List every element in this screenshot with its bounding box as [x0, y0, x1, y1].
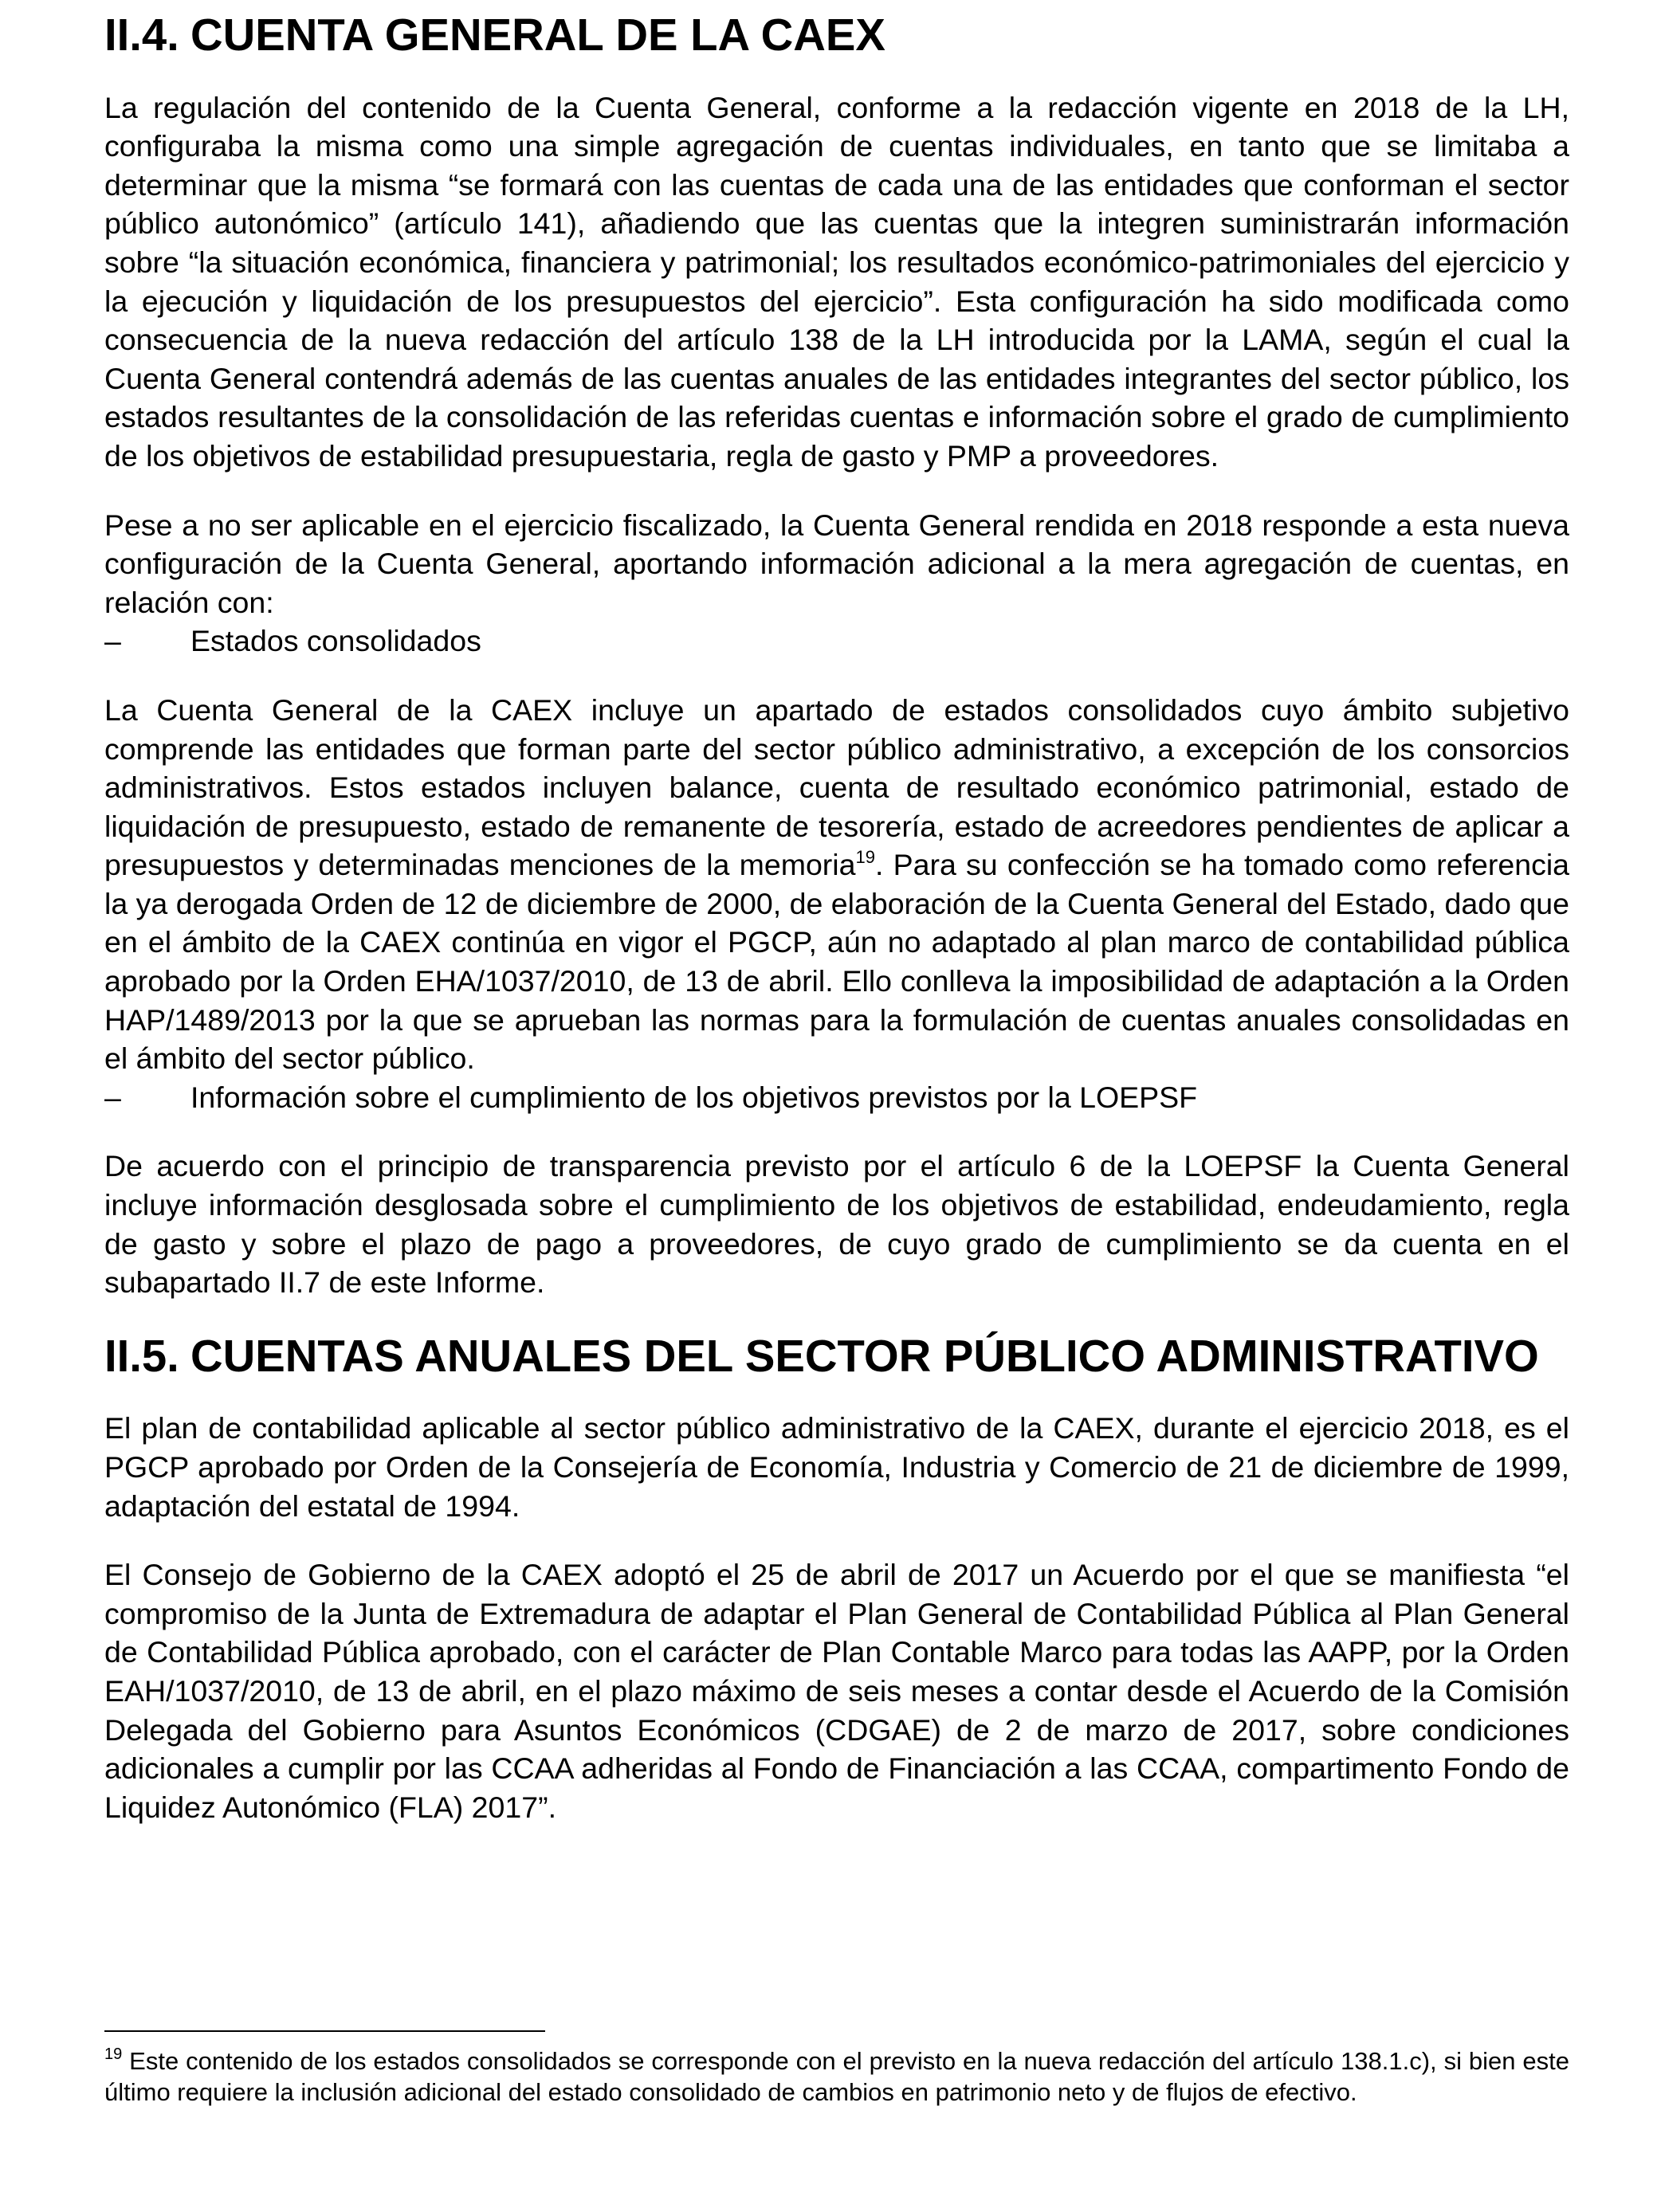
list-item	[104, 622, 1569, 661]
dash-bullet: –	[104, 624, 121, 658]
paragraph	[104, 691, 1569, 1078]
paragraph-text: La Cuenta General de la CAEX incluye un apartado de estados consolidados cuyo ámbito subjetivo comprende las entidades que forman parte del sector público administrativo, a excepción de los consorcios administrativos. Estos estados incluyen balance, cuenta de resultado económico patrimonial, estado de liquidación de presupuesto, estado de remanente de tesorería, estado de acreedores pendientes de aplicar a presupuestos y determinadas menciones de la memoria	[104, 692, 1569, 882]
paragraph: Pese a no ser aplicable en el ejercicio fiscalizado, la Cuenta General rendida en 2018 responde a esta nueva configuración de la Cuenta General, aportando información adicional a la mera agregación de cuentas, en relación con:	[104, 508, 1569, 619]
section-heading-ii5	[104, 1330, 1569, 1381]
list-item	[104, 1078, 1569, 1117]
paragraph: El plan de contabilidad aplicable al sector público administrativo de la CAEX, durante el ejercicio 2018, es el PGCP aprobado por Orden de la Consejería de Economía, Industria y Comercio de 21 de diciembre de 1999, adaptación del estatal de 1994.	[104, 1411, 1569, 1523]
section-title: CUENTA GENERAL DE LA CAEX	[190, 10, 885, 60]
section-title: CUENTAS ANUALES DEL SECTOR PÚBLICO ADMINISTRATIVO	[190, 1330, 1539, 1381]
footnote-separator	[104, 2030, 545, 2032]
list-item-label: Estados consolidados	[190, 624, 481, 658]
paragraph: De acuerdo con el principio de transparencia previsto por el artículo 6 de la LOEPSF la Cuenta General incluye información desglosada sobre el cumplimiento de los objetivos de estabilidad, endeudamiento, regla de gasto y sobre el plazo de pago a proveedores, de cuyo grado de cumplimiento se da cuenta en el subapartado II.7 de este Informe.	[104, 1149, 1569, 1300]
paragraph-text: . Para su confección se ha tomado como referencia la ya derogada Orden de 12 de diciembre de 2000, de elaboración de la Cuenta General del Estado, dado que en el ámbito de la CAEX continúa en vigor el PGCP, aún no adaptado al plan marco de contabilidad pública aprobado por la Orden EHA/1037/2010, de 13 de abril. Ello conlleva la imposibilidad de adaptación a la Orden HAP/1489/2013 por la que se aprueban las normas para la formulación de cuentas anuales consolidadas en el ámbito del sector público.	[104, 848, 1570, 1076]
dash-bullet: –	[104, 1080, 121, 1114]
section-number: II.4.	[104, 10, 179, 60]
footnote-text: Este contenido de los estados consolidados se corresponde con el previsto en la nueva redacción del artículo 138.1.c), si bien este último requiere la inclusión adicional del estado consolidado de cambios en patrimonio neto y de flujos de efectivo.	[104, 2047, 1569, 2106]
footnote	[104, 2045, 1569, 2108]
paragraph: El Consejo de Gobierno de la CAEX adoptó el 25 de abril de 2017 un Acuerdo por el que se manifiesta “el compromiso de la Junta de Extremadura de adaptar el Plan General de Contabilidad Pública al Plan General de Contabilidad Pública aprobado, con el carácter de Plan Contable Marco para todas las AAPP, por la Orden EAH/1037/2010, de 13 de abril, en el plazo máximo de seis meses a contar desde el Acuerdo de la Comisión Delegada del Gobierno para Asuntos Económicos (CDGAE) de 2 de marzo de 2017, sobre condiciones adicionales a cumplir por las CCAA adheridas al Fondo de Financiación a las CCAA, compartimento Fondo de Liquidez Autonómico (FLA) 2017”.	[104, 1558, 1569, 1824]
document-body	[104, 10, 1570, 1826]
list-item-label: Información sobre el cumplimiento de los objetivos previstos por la LOEPSF	[190, 1080, 1198, 1114]
section-heading-ii4	[104, 10, 1569, 60]
footnote-number: 19	[104, 2045, 123, 2063]
footnote-reference[interactable]: 19	[855, 846, 875, 867]
section-number: II.5.	[104, 1330, 179, 1381]
paragraph: La regulación del contenido de la Cuenta General, conforme a la redacción vigente en 2018 de la LH, configuraba la misma como una simple agregación de cuentas individuales, en tanto que se limitaba a determinar que la misma “se formará con las cuentas de cada una de las entidades que conforman el sector público autonómico” (artículo 141), añadiendo que las cuentas que la integren suministrarán información sobre “la situación económica, financiera y patrimonial; los resultados económico-patrimoniales del ejercicio y la ejecución y liquidación de los presupuestos del ejercicio”. Esta configuración ha sido modificada como consecuencia de la nueva redacción del artículo 138 de la LH introducida por la LAMA, según el cual la Cuenta General contendrá además de las cuentas anuales de las entidades integrantes del sector público, los estados resultantes de la consolidación de las referidas cuentas e información sobre el grado de cumplimiento de los objetivos de estabilidad presupuestaria, regla de gasto y PMP a proveedores.	[104, 90, 1569, 473]
